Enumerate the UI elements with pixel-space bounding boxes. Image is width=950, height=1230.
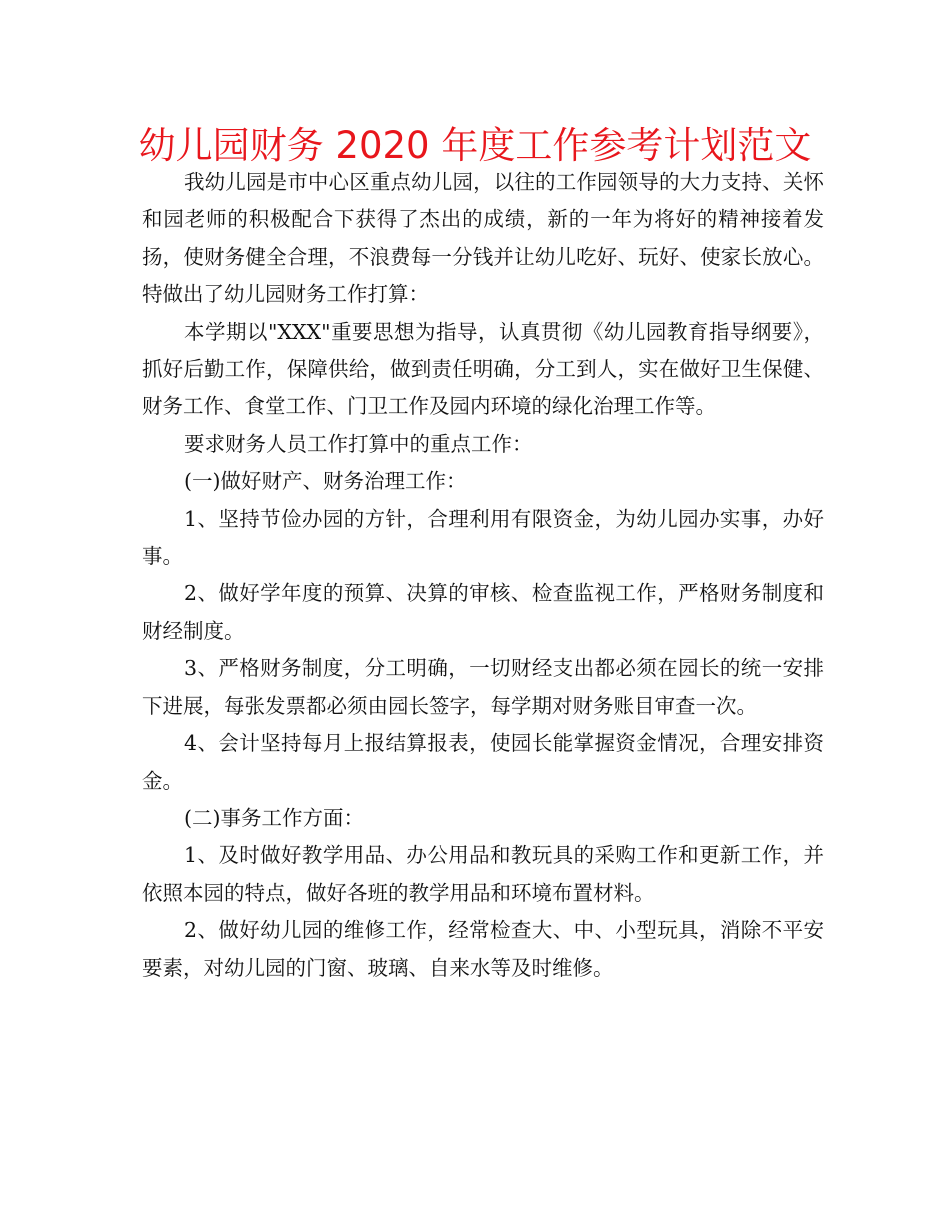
list-item: 2、做好学年度的预算、决算的审核、检查监视工作，严格财务制度和财经制度。 <box>142 581 824 643</box>
list-item: 1、及时做好教学用品、办公用品和教玩具的采购工作和更新工作，并依照本园的特点，做好各班的教学用品和环境布置材料。 <box>142 843 824 905</box>
paragraph-intro: 我幼儿园是市中心区重点幼儿园，以往的工作园领导的大力支持、关怀和园老师的积极配合下获得了杰出的成绩，新的一年为将好的精神接着发扬，使财务健全合理，不浪费每一分钱并让幼儿吃好、玩好、使家长放心。特做出了幼儿园财务工作打算： <box>142 170 824 307</box>
section-heading-1: (一)做好财产、财务治理工作： <box>184 469 467 494</box>
document-body <box>142 164 824 987</box>
list-item: 4、会计坚持每月上报结算报表，使园长能掌握资金情况，合理安排资金。 <box>142 731 824 793</box>
paragraph-key-work-heading: 要求财务人员工作打算中的重点工作： <box>184 431 533 456</box>
section-heading-2: (二)事务工作方面： <box>184 805 364 830</box>
paragraph-guideline: 本学期以"XXX"重要思想为指导，认真贯彻《幼儿园教育指导纲要》，抓好后勤工作，保障供给，做到责任明确，分工到人，实在做好卫生保健、财务工作、食堂工作、门卫工作及园内环境的绿化治理工作等。 <box>142 319 824 419</box>
list-item: 1、坚持节俭办园的方针，合理利用有限资金，为幼儿园办实事，办好事。 <box>142 506 824 569</box>
list-item: 2、做好幼儿园的维修工作，经常检查大、中、小型玩具，消除不平安要素，对幼儿园的门窗、玻璃、自来水等及时维修。 <box>142 918 824 980</box>
list-item: 3、严格财务制度，分工明确，一切财经支出都必须在园长的统一安排下进展，每张发票都必须由园长签字，每学期对财务账目审查一次。 <box>142 656 824 718</box>
page-title: 幼儿园财务 2020 年度工作参考计划范文 <box>138 124 812 167</box>
